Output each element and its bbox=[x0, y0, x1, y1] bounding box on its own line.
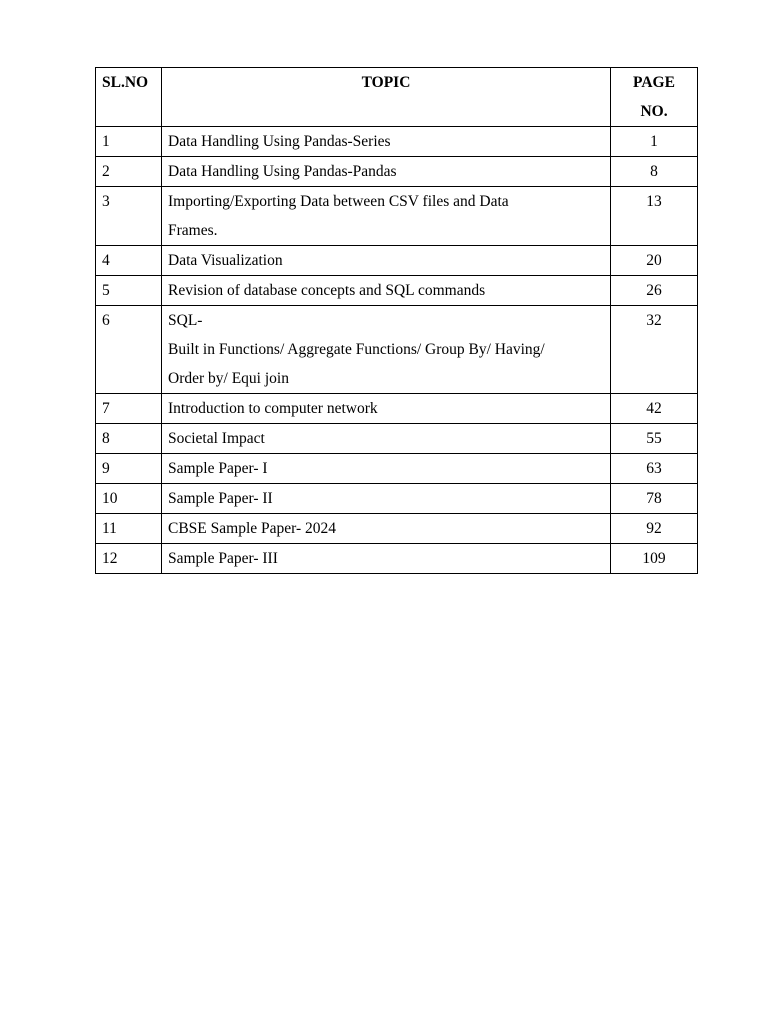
row-sl-no: 12 bbox=[96, 544, 162, 574]
table-row bbox=[96, 306, 698, 394]
row-topic bbox=[162, 246, 611, 276]
row-topic-line: Built in Functions/ Aggregate Functions/ Group By/ Having/ bbox=[168, 341, 545, 358]
row-page-no: 109 bbox=[611, 544, 698, 574]
row-topic bbox=[162, 514, 611, 544]
row-topic-line: Order by/ Equi join bbox=[168, 370, 289, 387]
row-page-no: 42 bbox=[611, 394, 698, 424]
table-header bbox=[96, 68, 698, 127]
row-page-no: 32 bbox=[611, 306, 698, 394]
row-topic-line: Data Handling Using Pandas-Pandas bbox=[168, 163, 397, 180]
row-topic-line: Frames. bbox=[168, 222, 218, 239]
row-sl-no: 7 bbox=[96, 394, 162, 424]
row-sl-no: 4 bbox=[96, 246, 162, 276]
row-page-no: 78 bbox=[611, 484, 698, 514]
row-page-no: 1 bbox=[611, 127, 698, 157]
header-topic: TOPIC bbox=[162, 68, 611, 127]
row-topic-line: Sample Paper- II bbox=[168, 490, 273, 507]
row-sl-no: 3 bbox=[96, 187, 162, 246]
table-row bbox=[96, 246, 698, 276]
header-page-line1: PAGE bbox=[633, 74, 675, 91]
row-topic bbox=[162, 157, 611, 187]
table-row bbox=[96, 127, 698, 157]
row-topic bbox=[162, 187, 611, 246]
row-sl-no: 11 bbox=[96, 514, 162, 544]
table-row bbox=[96, 276, 698, 306]
table-row bbox=[96, 484, 698, 514]
row-topic-line: Introduction to computer network bbox=[168, 400, 378, 417]
row-topic-line: CBSE Sample Paper- 2024 bbox=[168, 520, 337, 537]
row-topic bbox=[162, 394, 611, 424]
header-page-no bbox=[611, 68, 698, 127]
row-topic bbox=[162, 127, 611, 157]
row-sl-no: 9 bbox=[96, 454, 162, 484]
row-page-no: 26 bbox=[611, 276, 698, 306]
table-row bbox=[96, 514, 698, 544]
row-topic bbox=[162, 424, 611, 454]
table-row bbox=[96, 187, 698, 246]
row-topic-line: Sample Paper- III bbox=[168, 550, 278, 567]
row-page-no: 63 bbox=[611, 454, 698, 484]
row-topic-line: Importing/Exporting Data between CSV files and Data bbox=[168, 193, 509, 210]
row-topic-line: SQL- bbox=[168, 312, 203, 329]
row-page-no: 20 bbox=[611, 246, 698, 276]
table-body bbox=[96, 127, 698, 574]
header-row bbox=[96, 68, 698, 127]
table-row bbox=[96, 157, 698, 187]
row-topic bbox=[162, 276, 611, 306]
row-sl-no: 5 bbox=[96, 276, 162, 306]
table-of-contents bbox=[95, 67, 698, 574]
row-topic bbox=[162, 544, 611, 574]
row-topic bbox=[162, 454, 611, 484]
table-row bbox=[96, 424, 698, 454]
row-topic bbox=[162, 306, 611, 394]
row-topic-line: Data Handling Using Pandas-Series bbox=[168, 133, 391, 150]
row-sl-no: 8 bbox=[96, 424, 162, 454]
row-topic-line: Revision of database concepts and SQL commands bbox=[168, 282, 486, 299]
row-page-no: 92 bbox=[611, 514, 698, 544]
table-row bbox=[96, 394, 698, 424]
table-row bbox=[96, 454, 698, 484]
row-topic bbox=[162, 484, 611, 514]
row-topic-line: Data Visualization bbox=[168, 252, 283, 269]
row-sl-no: 6 bbox=[96, 306, 162, 394]
row-page-no: 13 bbox=[611, 187, 698, 246]
row-page-no: 8 bbox=[611, 157, 698, 187]
header-sl-no: SL.NO bbox=[96, 68, 162, 127]
row-sl-no: 1 bbox=[96, 127, 162, 157]
table-row bbox=[96, 544, 698, 574]
row-sl-no: 10 bbox=[96, 484, 162, 514]
header-page-line2: NO. bbox=[640, 103, 668, 120]
row-topic-line: Societal Impact bbox=[168, 430, 265, 447]
row-sl-no: 2 bbox=[96, 157, 162, 187]
row-page-no: 55 bbox=[611, 424, 698, 454]
row-topic-line: Sample Paper- I bbox=[168, 460, 268, 477]
